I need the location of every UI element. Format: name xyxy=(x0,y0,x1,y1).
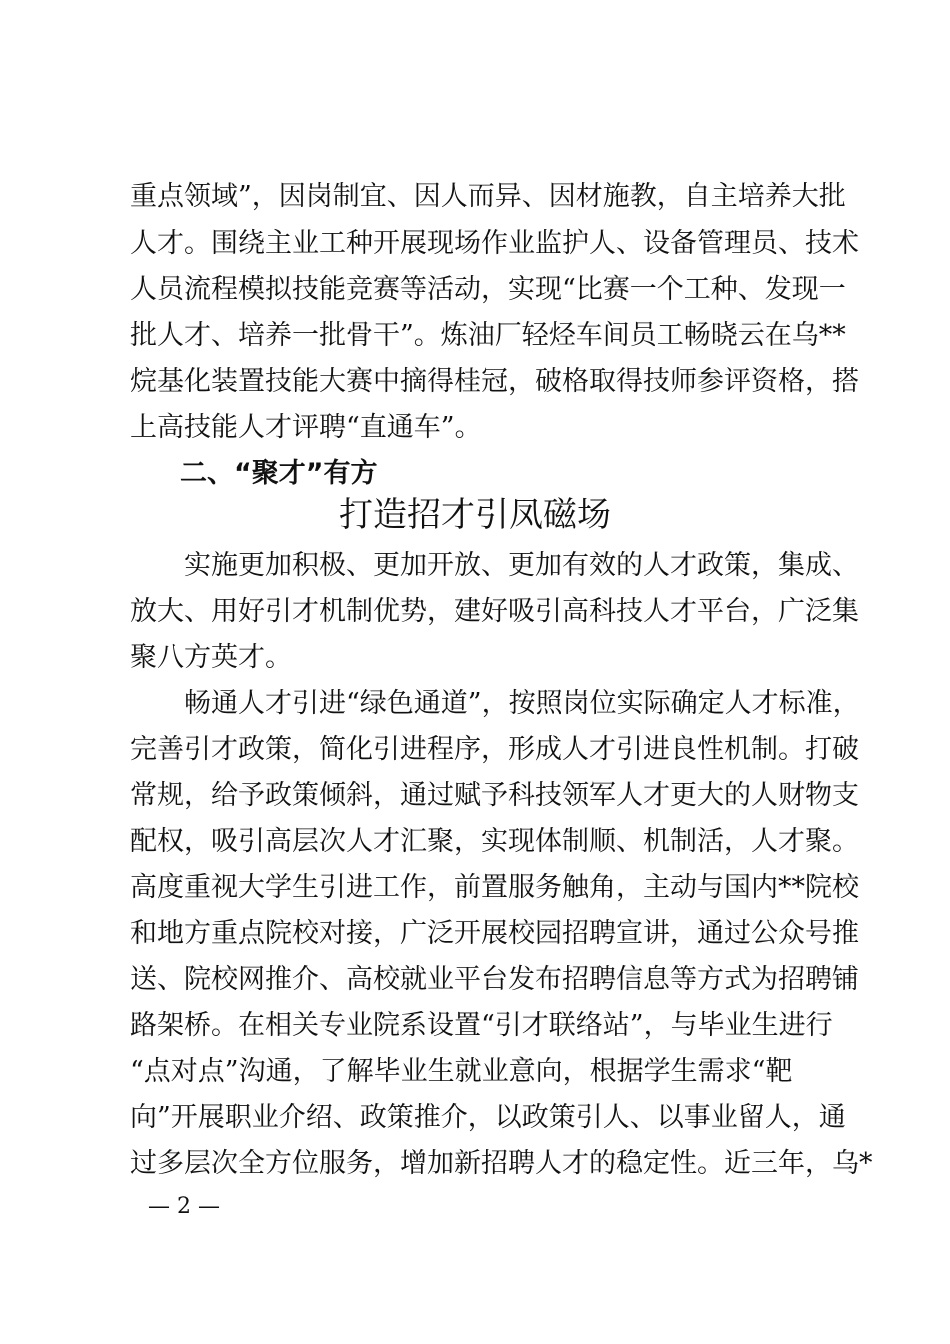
body-line: 聚八方英才。 xyxy=(130,642,292,673)
body-line: 上高技能人才评聘“直通车”。 xyxy=(130,412,482,443)
body-line: “点对点”沟通，了解毕业生就业意向，根据学生需求“靶 xyxy=(130,1056,793,1087)
body-line: 高度重视大学生引进工作，前置服务触角，主动与国内**院校 xyxy=(130,872,859,903)
section-heading: 二、“聚才”有方 xyxy=(180,458,378,489)
body-line: 过多层次全方位服务，增加新招聘人才的稳定性。近三年，乌* xyxy=(130,1148,873,1179)
body-line: 批人才、培养一批骨干”。炼油厂轻烃车间员工畅晓云在乌** xyxy=(130,320,846,351)
body-line: 和地方重点院校对接，广泛开展校园招聘宣讲，通过公众号推 xyxy=(130,918,859,949)
body-line: 重点领域”，因岗制宜、因人而异、因材施教，自主培养大批 xyxy=(130,181,846,212)
body-line: 向”开展职业介绍、政策推介，以政策引人、以事业留人，通 xyxy=(130,1102,846,1133)
page-number: — 2 — xyxy=(148,1194,220,1219)
section-subheading: 打造招才引凤磁场 xyxy=(339,495,611,535)
body-line: 人员流程模拟技能竞赛等活动，实现“比赛一个工种、发现一 xyxy=(130,274,846,305)
body-line: 配权，吸引高层次人才汇聚，实现体制顺、机制活，人才聚。 xyxy=(130,826,859,857)
body-line: 人才。围绕主业工种开展现场作业监护人、设备管理员、技术 xyxy=(130,228,859,259)
body-line: 畅通人才引进“绿色通道”，按照岗位实际确定人才标准， xyxy=(130,688,860,719)
body-line: 完善引才政策，简化引进程序，形成人才引进良性机制。打破 xyxy=(130,734,859,765)
body-line: 路架桥。在相关专业院系设置“引才联络站”，与毕业生进行 xyxy=(130,1010,833,1041)
body-line: 烷基化装置技能大赛中摘得桂冠，破格取得技师参评资格，搭 xyxy=(130,366,859,397)
body-line: 放大、用好引才机制优势，建好吸引高科技人才平台，广泛集 xyxy=(130,596,859,627)
body-line: 常规，给予政策倾斜，通过赋予科技领军人才更大的人财物支 xyxy=(130,780,859,811)
body-line: 实施更加积极、更加开放、更加有效的人才政策，集成、 xyxy=(130,550,859,581)
body-line: 送、院校网推介、高校就业平台发布招聘信息等方式为招聘铺 xyxy=(130,964,859,995)
